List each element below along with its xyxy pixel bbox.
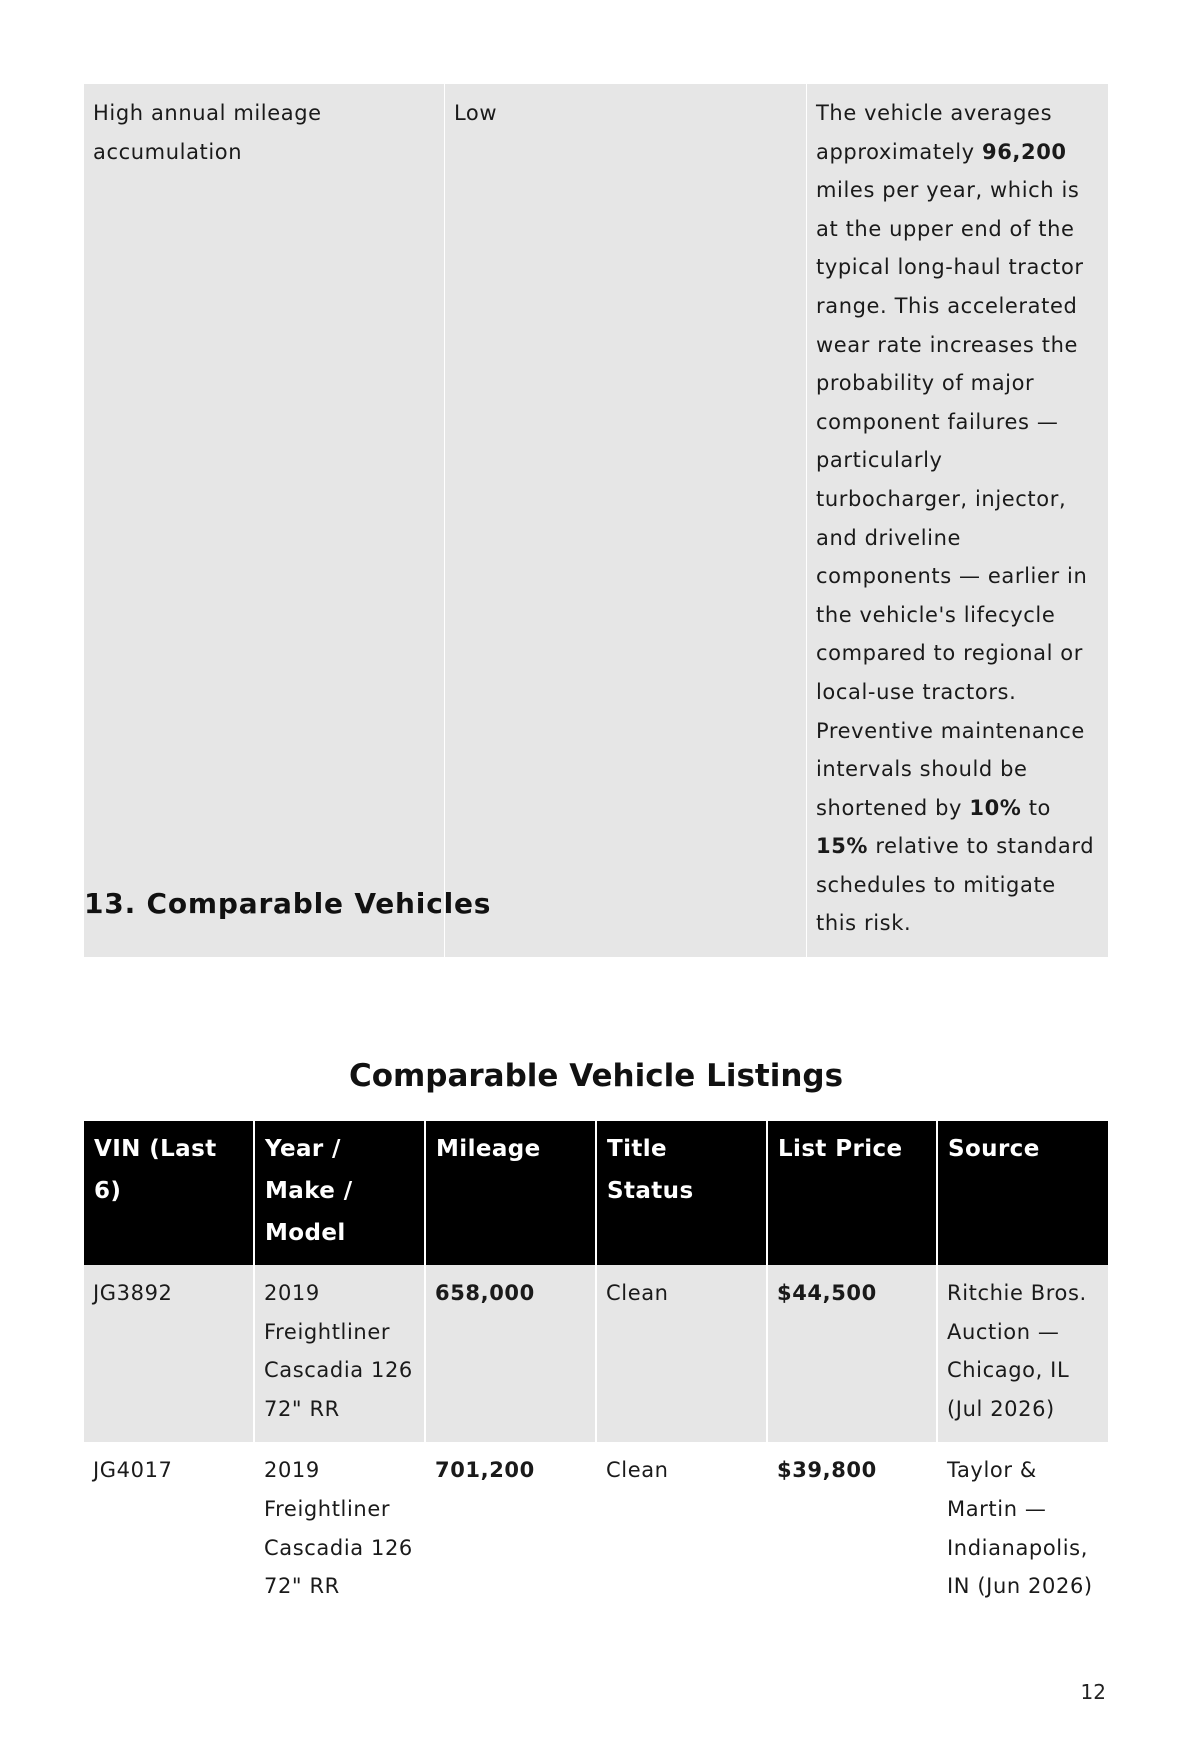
vin-cell: JG3892 [84, 1265, 254, 1442]
risk-description-cell [807, 84, 1109, 957]
risk-description-text: miles per year, which is at the upper end of the typical long-haul tractor range. This accelerated wear rate increases the probability of major component failures — particularly turbocharger, injector, and driveline components — earlier in the vehicle's lifecycle compared to regional or local-use tractors. Preventive maintenance intervals should be shortened by [816, 178, 1088, 820]
risk-likelihood-cell: Low [445, 84, 807, 957]
price-cell: $44,500 [767, 1265, 937, 1442]
column-header-title-status: Title Status [596, 1121, 767, 1265]
model-cell: 2019 Freightliner Cascadia 126 72" RR [254, 1442, 425, 1619]
risk-description-bold: 10% [969, 795, 1022, 820]
table-row [84, 1265, 1108, 1442]
column-header-mileage: Mileage [425, 1121, 596, 1265]
table-row [84, 1442, 1108, 1619]
column-header-source: Source [937, 1121, 1108, 1265]
risk-row [84, 84, 1108, 957]
column-header-list-price: List Price [767, 1121, 937, 1265]
page-number: 12 [1080, 1680, 1106, 1704]
comparables-table [84, 1121, 1108, 1620]
source-cell: Taylor & Martin — Indianapolis, IN (Jun 2026) [937, 1442, 1108, 1619]
risk-description-bold: 96,200 [981, 139, 1067, 164]
risk-description-text: relative to standard schedules to mitigate this risk. [816, 834, 1095, 936]
risk-description-bold: 15% [816, 834, 869, 859]
risk-factor-cell: High annual mileage accumulation [84, 84, 445, 957]
title-status-cell: Clean [596, 1442, 767, 1619]
title-status-cell: Clean [596, 1265, 767, 1442]
table-header-row [84, 1121, 1108, 1265]
section-heading: 13. Comparable Vehicles [84, 887, 492, 920]
model-cell: 2019 Freightliner Cascadia 126 72" RR [254, 1265, 425, 1442]
risk-table [84, 84, 1108, 957]
column-header-model: Year / Make / Model [254, 1121, 425, 1265]
comparables-table-title: Comparable Vehicle Listings [348, 1058, 844, 1094]
mileage-cell: 658,000 [425, 1265, 596, 1442]
source-cell: Ritchie Bros. Auction — Chicago, IL (Jul 2026) [937, 1265, 1108, 1442]
mileage-cell: 701,200 [425, 1442, 596, 1619]
risk-description-text: to [1021, 795, 1051, 820]
vin-cell: JG4017 [84, 1442, 254, 1619]
risk-description-text: The vehicle averages approximately [816, 101, 1053, 164]
column-header-vin: VIN (Last 6) [84, 1121, 254, 1265]
price-cell: $39,800 [767, 1442, 937, 1619]
